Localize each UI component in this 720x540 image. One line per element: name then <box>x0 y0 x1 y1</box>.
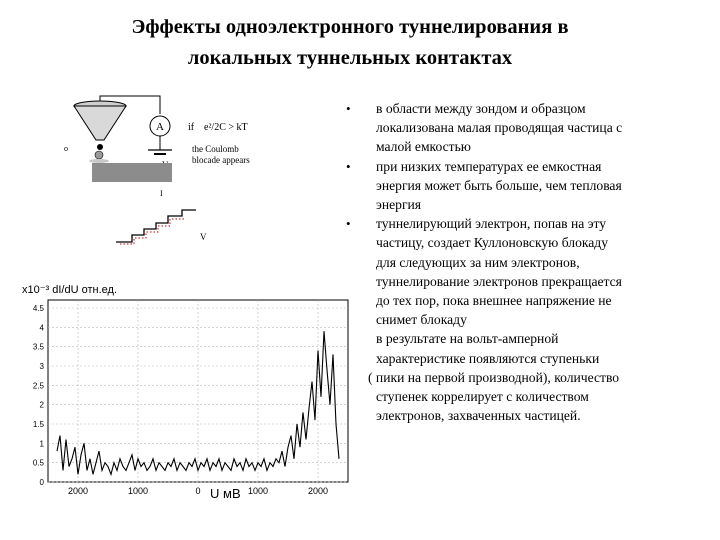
bullet-item-1 <box>336 99 686 157</box>
tunneling-schematic <box>60 92 290 262</box>
tail-line-2: характеристике появляются ступеньки <box>376 350 600 366</box>
x-tick-label: 2000 <box>307 486 329 496</box>
bullet-2-line-2: энергия может быть больше, чем тепловая <box>376 177 622 193</box>
y-ticks <box>33 304 45 487</box>
iv-staircase <box>116 210 196 242</box>
y-tick-label: 4 <box>39 323 44 333</box>
y-tick-label: 3.5 <box>32 342 44 352</box>
bullet-3-line-2: частицу, создает Куллоновскую блокаду <box>376 235 609 251</box>
tail-line-3: ( пики на первой производной), количество <box>368 369 620 385</box>
blockade-note-line-1: the Coulomb <box>192 144 239 154</box>
nanoparticle <box>95 151 103 159</box>
tail-line-1: в результате на вольт-амперной <box>376 331 559 347</box>
bullet-3-line-1: • туннелирующий электрон, попав на эту <box>376 216 607 232</box>
iv-current-label: I <box>160 189 163 198</box>
y-tick-label: 1.5 <box>32 420 44 429</box>
slide-title <box>40 12 660 74</box>
didu-chart <box>12 280 352 502</box>
y-tick-label: 2.5 <box>32 381 44 391</box>
iv-staircase-dots <box>120 219 184 244</box>
y-tick-label: 0.5 <box>32 458 44 468</box>
iv-voltage-label: V <box>200 232 207 242</box>
chart-x-label: U мВ <box>210 486 241 501</box>
bullet-3-line-5: до тех пор, пока внешнее напряжение не <box>376 293 612 309</box>
tail-line-4: ступенек коррелирует с количеством <box>376 389 589 405</box>
formula-if: if <box>188 122 195 133</box>
bullet-3-line-3: для следующих за ним электронов, <box>376 254 580 270</box>
chart-y-label: x10⁻³ dI/dU отн.ед. <box>22 284 118 296</box>
coulomb-formula: e²/2C > kT <box>204 122 248 133</box>
slide-title-line-2: локальных туннельных контактах <box>187 47 513 69</box>
x-tick-label: 1000 <box>127 486 149 496</box>
bullet-3-line-6: снимет блокаду <box>376 312 467 328</box>
bullet-item-3 <box>336 214 686 329</box>
bullet-list <box>336 99 686 425</box>
bullet-1-line-3: малой емкостью <box>376 139 471 155</box>
x-tick-label: 1000 <box>247 486 269 496</box>
x-tick-label: 0 <box>195 486 201 496</box>
dot-mark: o <box>64 144 68 153</box>
bullet-1-line-1: • в области между зондом и образцом <box>376 101 586 116</box>
substrate <box>92 163 172 182</box>
y-tick-label: 2 <box>39 400 44 410</box>
y-tick-label: 4.5 <box>32 304 44 313</box>
bullet-3-line-4: туннелирование электронов прекращается <box>376 273 622 289</box>
y-tick-label: 0 <box>39 478 44 487</box>
ammeter-label: A <box>156 121 164 133</box>
x-ticks <box>68 486 328 496</box>
bullet-item-2 <box>336 157 686 215</box>
island-layer <box>89 159 109 163</box>
y-tick-label: 3 <box>39 362 44 371</box>
bullet-1-line-2: локализована малая проводящая частица с <box>376 120 623 136</box>
bullet-2-line-1: • при низких температурах ее емкостная <box>376 158 602 174</box>
y-tick-label: 1 <box>39 439 44 449</box>
slide-title-line-1: Эффекты одноэлектронного туннелирования в <box>131 16 569 38</box>
blockade-note-line-2: blocade appears <box>192 155 250 165</box>
tip-apex <box>97 144 103 150</box>
stm-tip <box>74 106 126 140</box>
tail-line-5: электронов, захваченных частицей. <box>376 408 581 424</box>
bullet-2-line-3: энергия <box>376 197 422 213</box>
x-tick-label: 2000 <box>67 486 89 496</box>
